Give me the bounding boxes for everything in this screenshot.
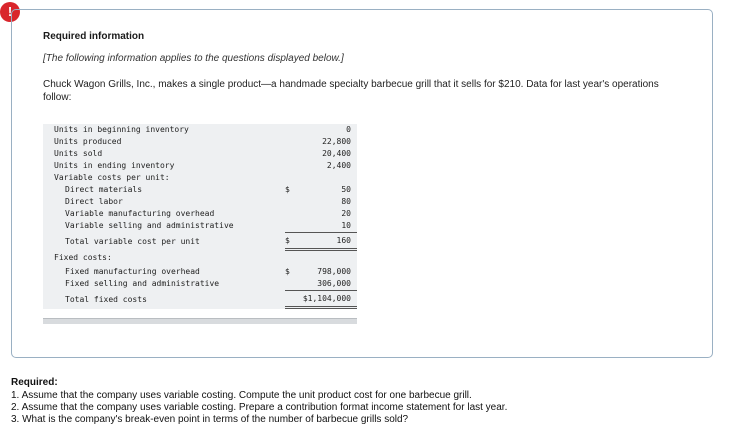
exclamation-icon: ! bbox=[0, 2, 20, 22]
row-value: 10 bbox=[299, 220, 357, 233]
row-value: 798,000 bbox=[317, 267, 351, 276]
row-value: 80 bbox=[341, 197, 351, 206]
table-row bbox=[43, 278, 357, 291]
table-row bbox=[43, 233, 357, 250]
row-label: Total fixed costs bbox=[65, 294, 147, 304]
row-label: Fixed manufacturing overhead bbox=[65, 267, 200, 276]
table-row bbox=[43, 250, 357, 267]
table-row bbox=[43, 172, 357, 184]
row-value: 306,000 bbox=[299, 278, 357, 291]
table-row bbox=[43, 196, 357, 208]
row-label: Units in beginning inventory bbox=[54, 125, 189, 134]
currency-symbol: $ bbox=[285, 185, 290, 194]
required-list bbox=[11, 390, 507, 426]
table-row bbox=[43, 184, 357, 196]
info-intro: Chuck Wagon Grills, Inc., makes a single product—a handmade specialty barbecue grill that it sells for $210. Data for last year's operations follow: bbox=[43, 79, 659, 103]
list-item: 1. Assume that the company uses variable costing. Compute the unit product cost for one barbecue grill. bbox=[11, 390, 472, 401]
table-row bbox=[43, 208, 357, 220]
table-row bbox=[43, 266, 357, 278]
row-value: 160 bbox=[299, 233, 357, 250]
table-row bbox=[43, 124, 357, 136]
info-title: Required information bbox=[43, 31, 145, 42]
row-label: Direct labor bbox=[65, 197, 123, 206]
currency-symbol: $ bbox=[285, 267, 290, 276]
currency-symbol: $ bbox=[285, 233, 299, 250]
operations-data-table bbox=[43, 124, 357, 309]
row-label: Fixed selling and administrative bbox=[65, 279, 220, 289]
row-value: 20 bbox=[341, 209, 351, 218]
row-value: 2,400 bbox=[326, 161, 351, 170]
row-label: Variable selling and administrative bbox=[65, 221, 234, 231]
table-footer-bar bbox=[43, 318, 357, 324]
row-label: Variable manufacturing overhead bbox=[65, 209, 215, 218]
info-note: [The following information applies to the questions displayed below.] bbox=[43, 53, 344, 64]
list-item: 3. What is the company's break-even point in terms of the number of barbecue grills sold? bbox=[11, 414, 409, 425]
row-label: Units in ending inventory bbox=[54, 161, 175, 170]
row-value: 50 bbox=[341, 185, 351, 194]
row-value: $1,104,000 bbox=[299, 291, 357, 308]
row-label: Total variable cost per unit bbox=[65, 236, 200, 246]
row-value: 22,800 bbox=[322, 137, 351, 146]
table-row bbox=[43, 220, 357, 233]
table-row bbox=[43, 160, 357, 172]
list-item: 2. Assume that the company uses variable costing. Prepare a contribution format income statement for last year. bbox=[11, 402, 508, 413]
table-row bbox=[43, 136, 357, 148]
row-label: Units produced bbox=[54, 137, 122, 146]
row-value: 0 bbox=[346, 125, 351, 134]
row-label: Direct materials bbox=[65, 185, 143, 194]
section-header: Variable costs per unit: bbox=[54, 173, 170, 182]
table-row bbox=[43, 291, 357, 308]
section-header: Fixed costs: bbox=[54, 253, 112, 263]
required-title: Required: bbox=[11, 377, 58, 388]
row-label: Units sold bbox=[54, 149, 103, 158]
row-value: 20,400 bbox=[322, 149, 351, 158]
table-row bbox=[43, 148, 357, 160]
